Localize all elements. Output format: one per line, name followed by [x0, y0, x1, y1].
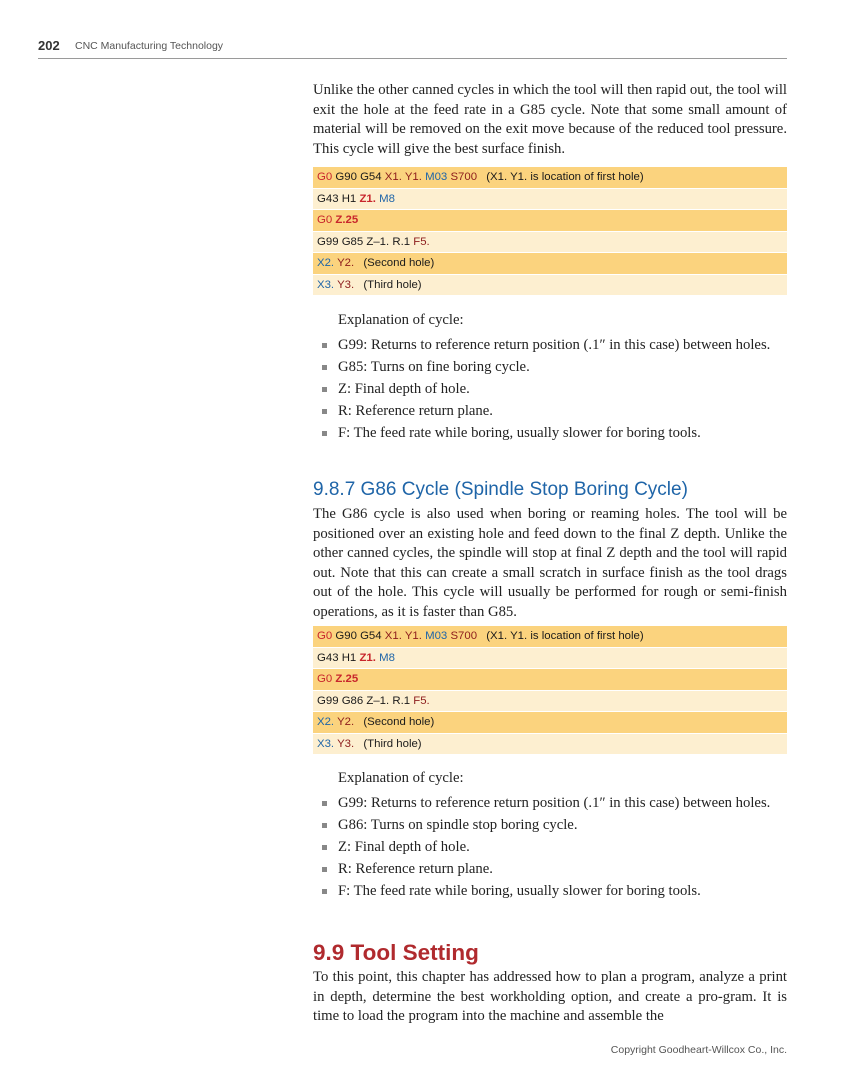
bullet-icon [322, 867, 327, 872]
code-token: M8 [379, 192, 395, 205]
code-token: G99 G85 Z–1. R.1 [317, 235, 411, 248]
code-token: S700 [450, 171, 478, 184]
code-token: M03 [425, 630, 448, 643]
code-line [313, 231, 787, 253]
code-token: G0 [317, 630, 333, 643]
list-item: F: The feed rate while boring, usually slower for boring tools. [313, 882, 787, 902]
bullet-icon [322, 343, 327, 348]
code-token: Y2. [337, 716, 355, 729]
code-token: Z1. [359, 192, 376, 205]
intro-section [313, 81, 787, 159]
code-token: X2. [317, 257, 335, 270]
code-line [313, 712, 787, 734]
list-item: G85: Turns on fine boring cycle. [313, 358, 787, 378]
code-token: M8 [379, 651, 395, 664]
book-title: CNC Manufacturing Technology [75, 40, 224, 52]
code-line [313, 626, 787, 647]
code-table [313, 626, 787, 755]
code-token: S700 [450, 630, 478, 643]
intro-paragraph: Unlike the other canned cycles in which the tool will then rapid out, the tool will exit the hole at the feed rate in a G85 cycle. Note that some small amount of material will be removed on the exit move because of the reduced tool pressure. This cycle will give the best surface finish. [313, 82, 787, 157]
code-comment: (X1. Y1. is location of first hole) [486, 171, 644, 184]
code-token: G0 [317, 171, 333, 184]
code-token: X1. Y1. [384, 171, 422, 184]
list-item: G86: Turns on spindle stop boring cycle. [313, 816, 787, 836]
code-token: Z.25 [335, 673, 359, 686]
bullet-icon [322, 801, 327, 806]
bullet-icon [322, 845, 327, 850]
code-token: G0 [317, 214, 333, 227]
explanation-g85 [313, 310, 787, 446]
list-item: F: The feed rate while boring, usually slower for boring tools. [313, 424, 787, 444]
code-line [313, 188, 787, 210]
bullet-icon [322, 387, 327, 392]
explanation-list [313, 794, 787, 902]
code-line [313, 647, 787, 669]
page-number: 202 [38, 38, 60, 53]
section-99 [313, 940, 787, 1027]
section-paragraph: To this point, this chapter has addressed how to plan a program, analyze a print in depth, determine the best workholding option, and create a pro-gram. It is time to load the program into the machine and assemble the [313, 969, 787, 1025]
bullet-icon [322, 889, 327, 894]
code-token: Z1. [359, 651, 376, 664]
code-line [313, 733, 787, 755]
code-block-g86 [313, 626, 787, 755]
code-line [313, 253, 787, 275]
list-item: R: Reference return plane. [313, 402, 787, 422]
list-item: Z: Final depth of hole. [313, 380, 787, 400]
bullet-icon [322, 431, 327, 436]
list-item: Z: Final depth of hole. [313, 838, 787, 858]
explanation-list [313, 336, 787, 444]
section-heading: 9.8.7 G86 Cycle (Spindle Stop Boring Cycle) [313, 479, 688, 500]
code-token: M03 [425, 171, 448, 184]
code-table [313, 167, 787, 296]
code-comment: (Third hole) [363, 278, 422, 291]
code-line [313, 210, 787, 232]
code-token: G43 H1 [317, 192, 357, 205]
code-line [313, 669, 787, 691]
code-comment: (Second hole) [363, 716, 435, 729]
code-token: X3. [317, 737, 335, 750]
code-comment: (Third hole) [363, 737, 422, 750]
code-token: X3. [317, 278, 335, 291]
code-token: Y2. [337, 257, 355, 270]
code-token: G90 G54 [335, 630, 382, 643]
code-line [313, 690, 787, 712]
list-item: G99: Returns to reference return position (.1″ in this case) between holes. [313, 336, 787, 356]
code-token: Y3. [337, 737, 355, 750]
explanation-label: Explanation of cycle: [338, 312, 464, 328]
page-header [38, 38, 787, 59]
code-token: Z.25 [335, 214, 359, 227]
copyright-footer: Copyright Goodheart-Willcox Co., Inc. [610, 1044, 787, 1056]
section-paragraph: The G86 cycle is also used when boring or reaming holes. The tool will be positioned over an existing hole and feed down to the final Z depth. Unlike the other canned cycles, the spindle will stop at final Z depth and the tool will rapid out. Note that this can create a small scratch in surface finish as the tool drags out of the hole. This cycle will usually be performed for rough or semi-finish operations, as it is faster than G85. [313, 506, 787, 620]
code-token: Y3. [337, 278, 355, 291]
code-comment: (X1. Y1. is location of first hole) [486, 630, 644, 643]
code-token: G99 G86 Z–1. R.1 [317, 694, 411, 707]
code-token: X2. [317, 716, 335, 729]
bullet-icon [322, 409, 327, 414]
list-item: R: Reference return plane. [313, 860, 787, 880]
code-block-g85 [313, 167, 787, 296]
bullet-icon [322, 823, 327, 828]
bullet-icon [322, 365, 327, 370]
code-token: G0 [317, 673, 333, 686]
code-token: G43 H1 [317, 651, 357, 664]
section-heading: 9.9 Tool Setting [313, 940, 479, 965]
code-comment: (Second hole) [363, 257, 435, 270]
code-token: F5. [413, 694, 430, 707]
code-token: X1. Y1. [384, 630, 422, 643]
explanation-label: Explanation of cycle: [338, 770, 464, 786]
explanation-g86 [313, 768, 787, 904]
section-987 [313, 479, 787, 623]
code-line [313, 167, 787, 188]
code-token: F5. [413, 235, 430, 248]
code-token: G90 G54 [335, 171, 382, 184]
list-item: G99: Returns to reference return position (.1″ in this case) between holes. [313, 794, 787, 814]
code-line [313, 274, 787, 296]
